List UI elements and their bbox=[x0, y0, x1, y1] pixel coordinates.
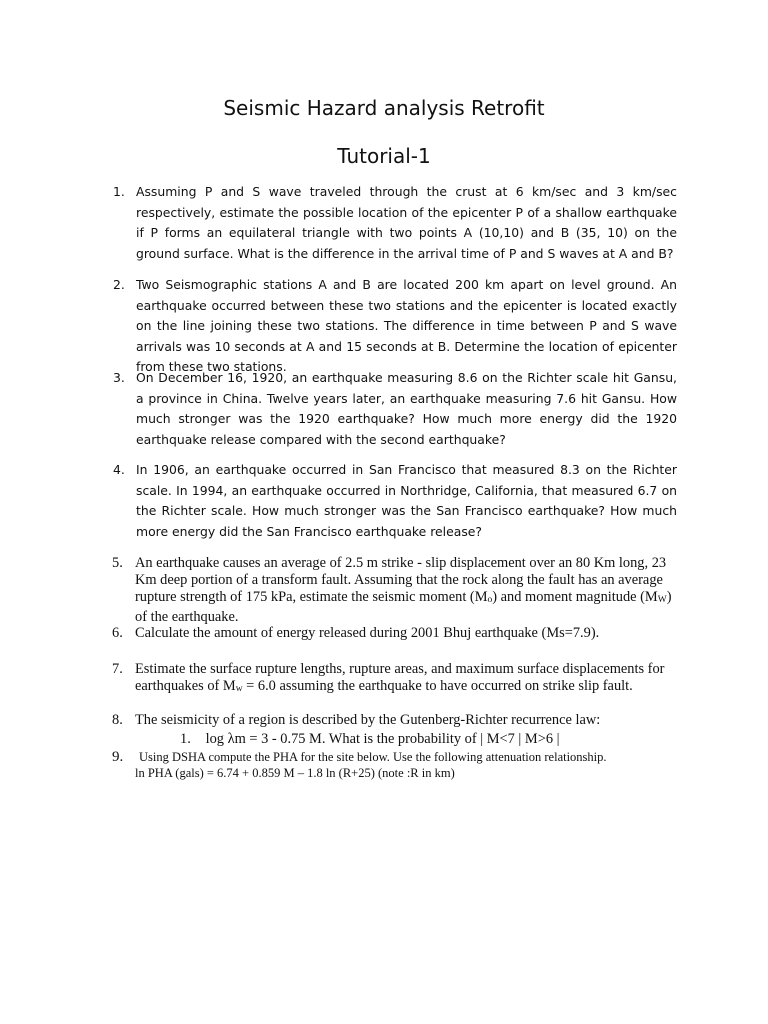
question-number: 6. bbox=[112, 625, 123, 641]
question-4 bbox=[113, 460, 677, 542]
question-number: 9. bbox=[112, 749, 124, 765]
question-text: Using DSHA compute the PHA for the site below. Use the following attenuation relationship. bbox=[139, 750, 607, 764]
question-2 bbox=[113, 275, 677, 378]
question-8-subitem bbox=[180, 731, 560, 748]
question-number: 4. bbox=[113, 462, 125, 477]
question-7 bbox=[112, 661, 680, 698]
question-6 bbox=[112, 625, 680, 642]
question-number: 7. bbox=[112, 661, 123, 677]
question-text: In 1906, an earthquake occurred in San Francisco that measured 8.3 on the Richter scale. In 1994, an earthquake occurred in Northridge, California, that measured 6.7 on the Richter scale. How much stronger was the San Francisco earthquake? How much more energy did the San Francisco earthquake release? bbox=[136, 462, 677, 539]
question-number: 8. bbox=[112, 712, 123, 728]
page-title: Seismic Hazard analysis Retrofit bbox=[223, 96, 545, 120]
question-text: On December 16, 1920, an earthquake measuring 8.6 on the Richter scale hit Gansu, a province in China. Twelve years later, an earthquake measuring 7.6 hit Gansu. How much stronger was the 1920 earthquake? How much more energy did the 1920 earthquake release compared with the second earthquake? bbox=[136, 370, 677, 447]
question-number: 3. bbox=[113, 370, 125, 385]
attenuation-equation: ln PHA (gals) = 6.74 + 0.859 M – 1.8 ln (R+25) (note :R in km) bbox=[135, 766, 455, 780]
question-number: 1. bbox=[113, 184, 125, 199]
question-number: 2. bbox=[113, 277, 125, 292]
page-subtitle: Tutorial-1 bbox=[337, 144, 431, 168]
question-text: Estimate the surface rupture lengths, rupture areas, and maximum surface displacements for earthquakes of Mw = 6.0 assuming the earthquake to have occurred on strike slip fault. bbox=[135, 661, 665, 694]
question-1 bbox=[113, 182, 677, 264]
question-3 bbox=[113, 368, 677, 450]
question-text: Two Seismographic stations A and B are located 200 km apart on level ground. An earthquake occurred between these two stations and the epicenter is located exactly on the line joining these two stations. The difference in time between P and S wave arrivals was 10 seconds at A and 15 seconds at B. Determine the location of epicenter from these two stations. bbox=[136, 277, 677, 374]
question-text: Calculate the amount of energy released during 2001 Bhuj earthquake (Ms=7.9). bbox=[135, 625, 600, 641]
subitem-number: 1. bbox=[180, 731, 191, 747]
question-text: The seismicity of a region is described by the Gutenberg-Richter recurrence law: bbox=[135, 712, 601, 728]
question-text: An earthquake causes an average of 2.5 m strike - slip displacement over an 80 Km long, 23 Km deep portion of a transform fault. Assuming that the rock along the fault has an average rupture strength of 175 kPa, estimate the seismic moment (Mo) and moment magnitude (MW) of the earthquake. bbox=[135, 555, 672, 625]
question-8 bbox=[112, 712, 680, 729]
question-text: Assuming P and S wave traveled through the crust at 6 km/sec and 3 km/sec respectively, estimate the possible location of the epicenter P of a shallow earthquake if P forms an equilateral triangle with two points A (10,10) and B (35, 10) on the ground surface. What is the difference in the arrival time of P and S waves at A and B? bbox=[136, 184, 677, 261]
subitem-text: log λm = 3 - 0.75 M. What is the probability of | M<7 | M>6 | bbox=[205, 731, 560, 747]
question-9 bbox=[112, 749, 680, 781]
question-number: 5. bbox=[112, 555, 123, 571]
question-5 bbox=[112, 555, 680, 626]
